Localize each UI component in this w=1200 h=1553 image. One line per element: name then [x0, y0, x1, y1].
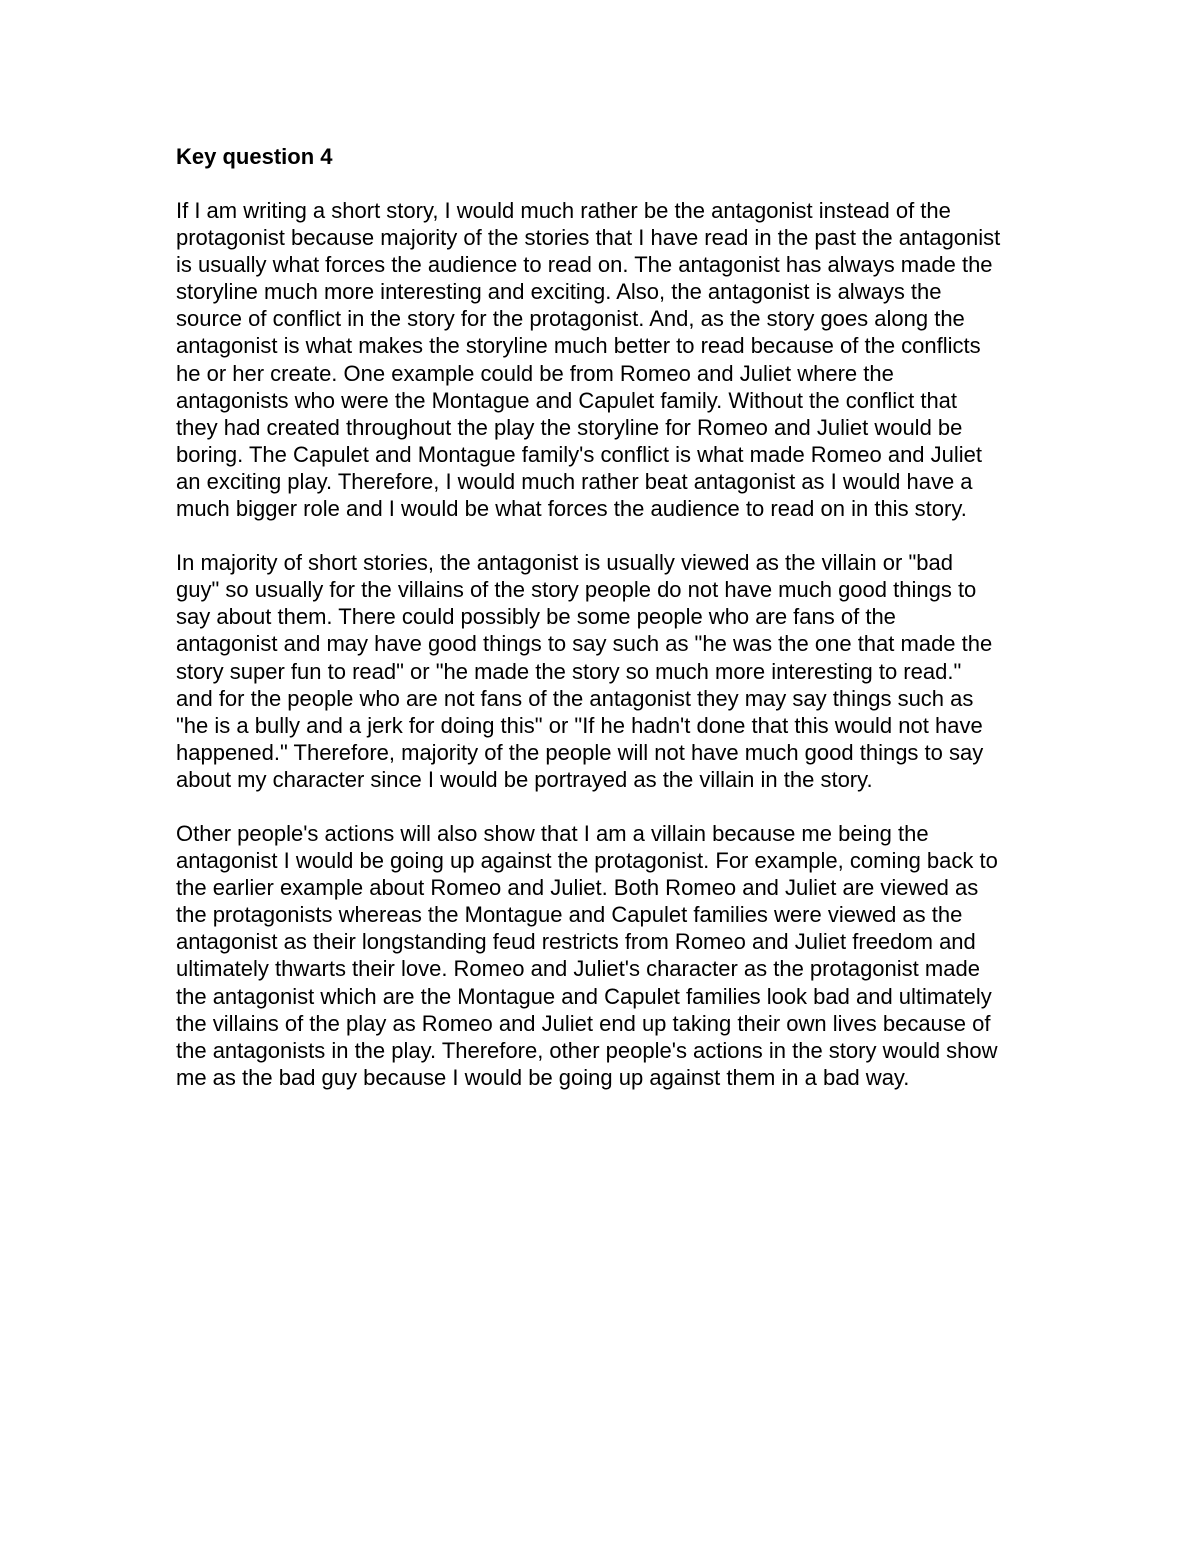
document-page: [176, 143, 1076, 1118]
paragraph-1: [176, 197, 1076, 522]
text-line: guy" so usually for the villains of the story people do not have much good things to: [176, 577, 977, 603]
text-line: source of conflict in the story for the protagonist. And, as the story goes along the: [176, 306, 965, 332]
paragraph-2: [176, 549, 1076, 793]
text-line: boring. The Capulet and Montague family's conflict is what made Romeo and Juliet: [176, 441, 983, 467]
text-line: the earlier example about Romeo and Juliet. Both Romeo and Juliet are viewed as: [176, 875, 979, 901]
text-line: much bigger role and I would be what forces the audience to read on in this story.: [176, 496, 967, 522]
text-line: "he is a bully and a jerk for doing this" or "If he hadn't done that this would not have: [176, 712, 983, 738]
text-line: the antagonists in the play. Therefore, other people's actions in the story would show: [176, 1037, 998, 1063]
text-line: storyline much more interesting and exciting. Also, the antagonist is always the: [176, 279, 942, 305]
text-line: ultimately thwarts their love. Romeo and Juliet's character as the protagonist made: [176, 956, 980, 982]
text-line: protagonist because majority of the stories that I have read in the past the antagonist: [176, 225, 1001, 251]
text-line: me as the bad guy because I would be going up against them in a bad way.: [176, 1064, 910, 1090]
text-line: story super fun to read" or "he made the story so much more interesting to read.": [176, 658, 962, 684]
text-line: he or her create. One example could be from Romeo and Juliet where the: [176, 360, 894, 386]
text-line: say about them. There could possibly be some people who are fans of the: [176, 604, 896, 630]
text-line: the antagonist which are the Montague and Capulet families look bad and ultimately: [176, 983, 992, 1009]
text-line: antagonist and may have good things to say such as "he was the one that made the: [176, 631, 993, 657]
text-line: Other people's actions will also show that I am a villain because me being the: [176, 820, 929, 846]
paragraph-3: [176, 820, 1076, 1091]
text-line: about my character since I would be portrayed as the villain in the story.: [176, 766, 873, 792]
text-line: antagonist is what makes the storyline much better to read because of the conflicts: [176, 333, 981, 359]
text-line: antagonists who were the Montague and Capulet family. Without the conflict that: [176, 387, 958, 413]
text-line: happened." Therefore, majority of the people will not have much good things to say: [176, 739, 984, 765]
text-line: the protagonists whereas the Montague and Capulet families were viewed as the: [176, 902, 963, 928]
text-line: an exciting play. Therefore, I would much rather beat antagonist as I would have a: [176, 468, 973, 494]
document-title: Key question 4: [176, 144, 333, 169]
text-line: If I am writing a short story, I would much rather be the antagonist instead of the: [176, 198, 951, 223]
text-line: In majority of short stories, the antagonist is usually viewed as the villain or "bad: [176, 550, 953, 576]
text-line: the villains of the play as Romeo and Juliet end up taking their own lives because of: [176, 1010, 991, 1036]
text-line: antagonist as their longstanding feud restricts from Romeo and Juliet freedom and: [176, 929, 976, 955]
text-line: they had created throughout the play the storyline for Romeo and Juliet would be: [176, 414, 963, 440]
text-line: is usually what forces the audience to read on. The antagonist has always made the: [176, 252, 993, 278]
text-line: and for the people who are not fans of the antagonist they may say things such as: [176, 685, 974, 711]
text-line: antagonist I would be going up against the protagonist. For example, coming back to: [176, 848, 998, 874]
